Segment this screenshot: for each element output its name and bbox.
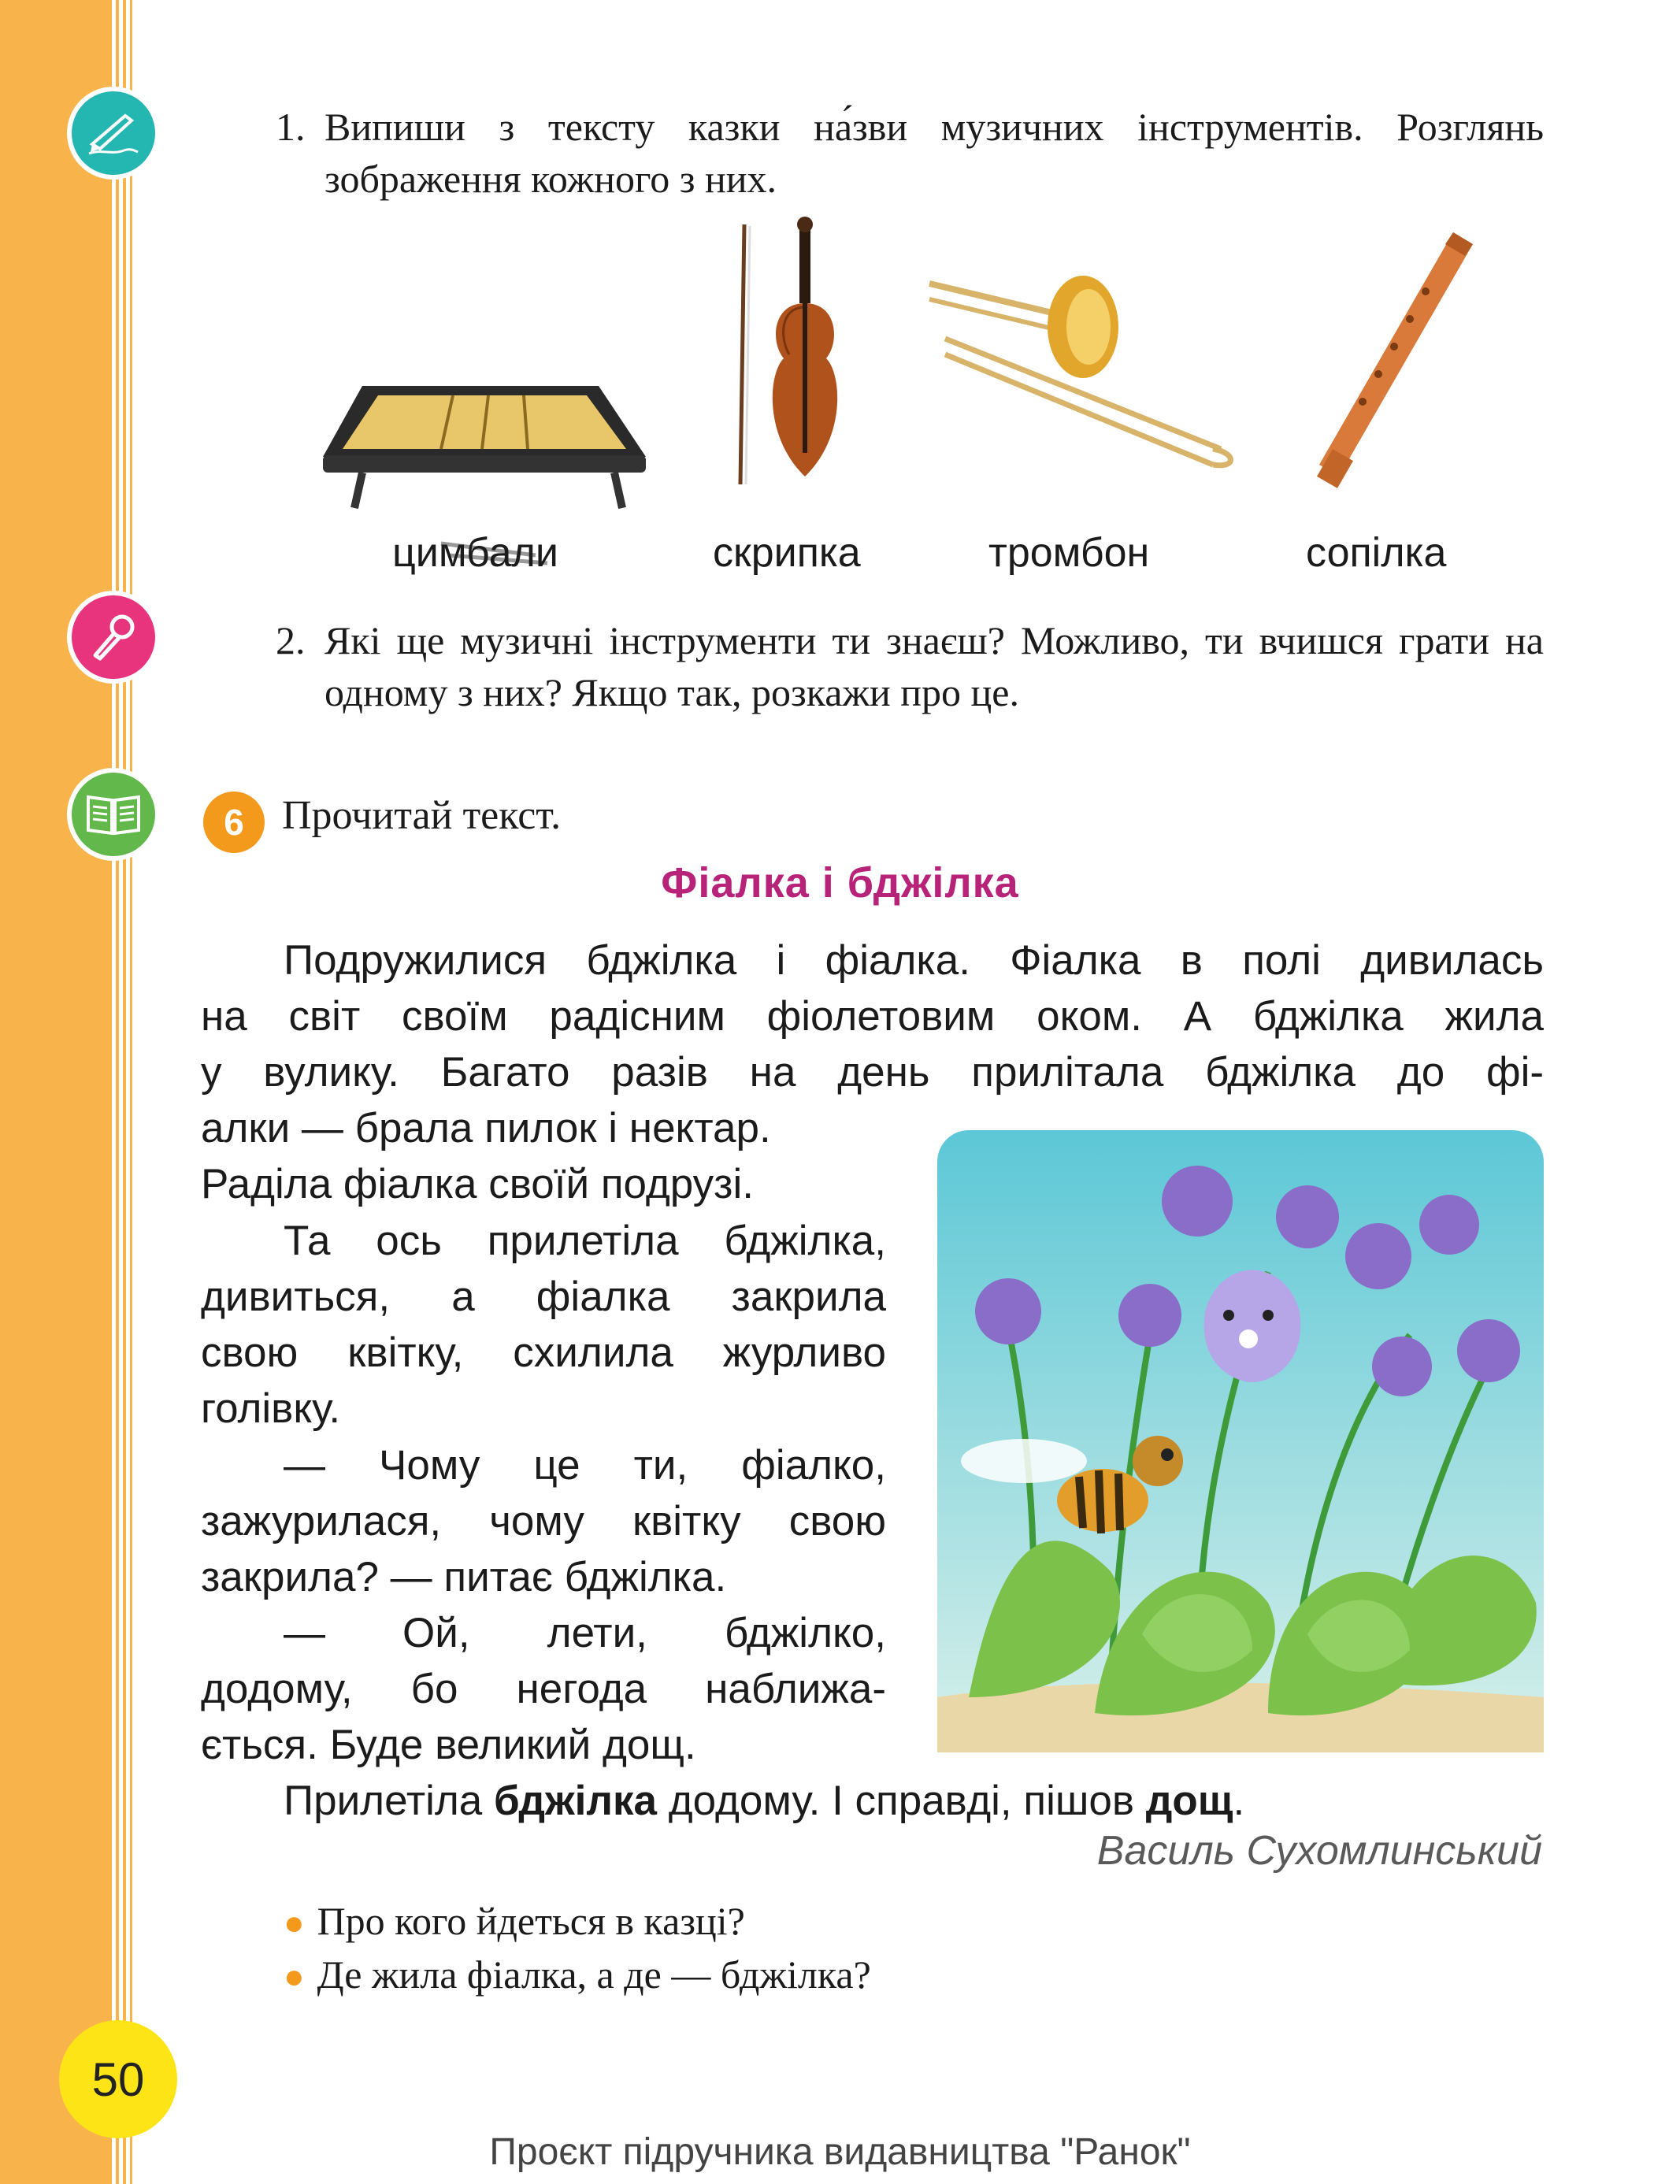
story-text: додому. І справді, пішов xyxy=(657,1778,1146,1824)
question-text: Де жила фіалка, а де — бджілка? xyxy=(317,1952,871,1997)
story-line: — Чому це ти, фіалко, xyxy=(284,1442,886,1489)
violet-and-bee-illustration xyxy=(937,1130,1544,1752)
story-line: Подружилися бджілка і фіалка. Фіалка в полі дивилась xyxy=(284,937,1544,984)
footer-text: Проєкт підручника видавництва "Ранок" xyxy=(489,2131,1191,2173)
section-number-badge: 6 xyxy=(203,792,265,853)
violin-icon xyxy=(725,217,874,492)
story-line: додому, бо негода наближа- xyxy=(201,1666,886,1712)
book-icon xyxy=(67,768,160,861)
story-line: свою квітку, схилила журливо xyxy=(201,1329,886,1376)
instrument-label: тромбон xyxy=(988,530,1150,576)
trombone-icon xyxy=(914,252,1244,480)
task-1 xyxy=(276,101,1544,205)
margin-lines xyxy=(109,0,132,2184)
question-text: Про кого йдеться в казці? xyxy=(317,1899,745,1943)
story-line: Та ось прилетіла бджілка, xyxy=(284,1218,886,1264)
story-title: Фіалка і бджілка xyxy=(661,859,1019,907)
story-text: . xyxy=(1233,1778,1245,1824)
instrument-label: сопілка xyxy=(1306,530,1447,576)
story-line: ється. Буде великий дощ. xyxy=(201,1722,696,1768)
bullet-icon: ● xyxy=(284,1957,305,1996)
story-line: Раділа фіалка своїй подрузі. xyxy=(201,1161,754,1207)
story-line: алки — брала пилок і нектар. xyxy=(201,1105,771,1151)
task-2 xyxy=(276,614,1544,718)
story-bold-word: бджілка xyxy=(494,1778,658,1824)
story-last-line xyxy=(284,1773,1244,1829)
question xyxy=(284,1898,745,1944)
story-line: закрила? — питає бджілка. xyxy=(201,1554,727,1600)
section-instruction: Прочитай текст. xyxy=(282,793,562,838)
bullet-icon: ● xyxy=(284,1904,305,1942)
story-line: у вулику. Багато разів на день прилітала бджілка до фі- xyxy=(201,1049,1544,1096)
story-line: голівку. xyxy=(201,1385,341,1432)
instrument-label: цимбали xyxy=(392,530,558,576)
sopilka-icon xyxy=(1292,224,1489,492)
task-1-number: 1. xyxy=(276,105,306,149)
story-text: Прилетіла xyxy=(284,1778,494,1824)
margin-strip xyxy=(0,0,109,2184)
story-line: — Ой, лети, бджілко, xyxy=(284,1610,886,1656)
instrument-label: скрипка xyxy=(713,530,861,576)
story-line: на світ своїм радісним фіолетовим оком. А бджілка жила xyxy=(201,993,1544,1040)
microphone-icon xyxy=(67,591,160,684)
task-2-text: Які ще музичні інструменти ти знаєш? Можливо, ти вчишся грати на одному з них? Якщо так, розкажи про це. xyxy=(325,618,1544,714)
question xyxy=(284,1952,871,1997)
story-bold-word: дощ xyxy=(1145,1778,1233,1824)
story-line: зажурилася, чому квітку свою xyxy=(201,1498,886,1544)
story-line: дивиться, а фіалка закрила xyxy=(201,1274,886,1320)
page-number: 50 xyxy=(59,2020,177,2138)
task-2-number: 2. xyxy=(276,618,306,662)
story-author: Василь Сухомлинський xyxy=(1096,1828,1542,1874)
task-1-text: Випиши з тексту казки на́зви музичних інструментів. Розглянь зображення кожного з них. xyxy=(325,105,1544,201)
writing-icon xyxy=(67,87,160,180)
